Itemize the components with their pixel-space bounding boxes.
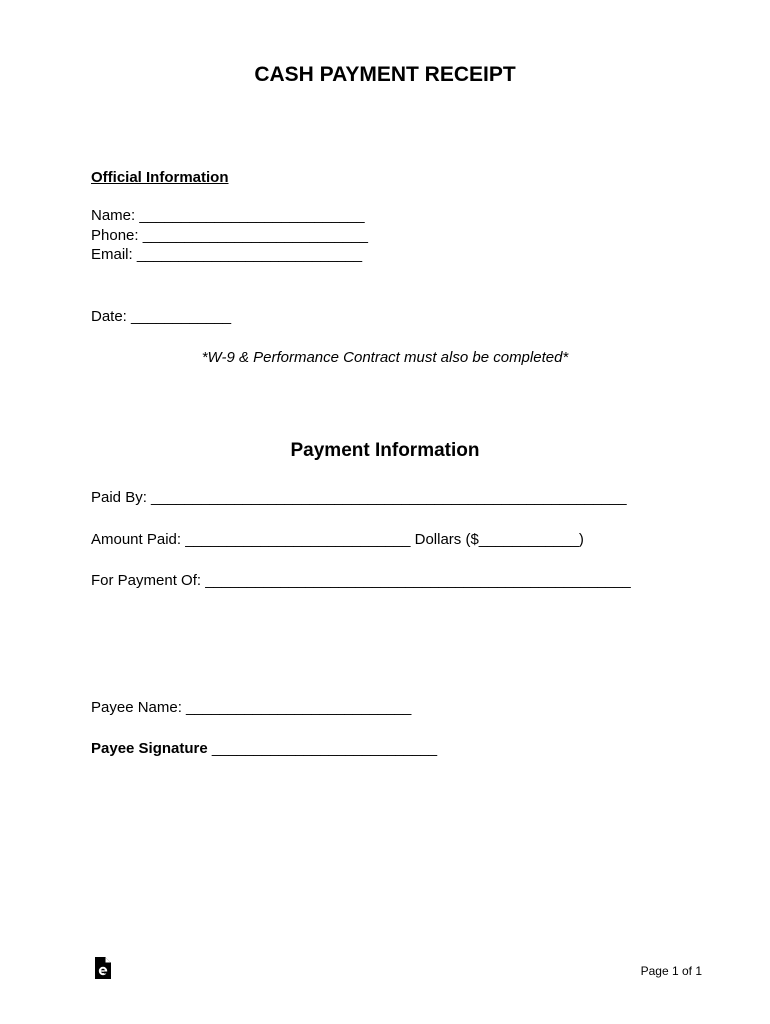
date-field[interactable]: Date: ____________ <box>91 308 232 325</box>
payee-name-field[interactable]: Payee Name: ___________________________ <box>91 699 412 716</box>
for-payment-of-field[interactable]: For Payment Of: ___________________________________________________ <box>91 572 631 589</box>
official-information-heading: Official Information <box>91 169 229 186</box>
w9-note: *W-9 & Performance Contract must also be completed* <box>201 349 569 366</box>
amount-paid-field[interactable]: Amount Paid: ___________________________ Dollars ($____________) <box>91 531 584 548</box>
payee-signature-blank[interactable]: ___________________________ <box>207 740 438 757</box>
document-title: CASH PAYMENT RECEIPT <box>254 63 516 86</box>
payment-information-heading: Payment Information <box>290 440 480 461</box>
name-field[interactable]: Name: ___________________________ <box>91 207 365 224</box>
phone-field[interactable]: Phone: ___________________________ <box>91 227 368 244</box>
paid-by-field[interactable]: Paid By: _________________________________________________________ <box>91 489 627 506</box>
payee-signature-label: Payee Signature <box>91 740 208 757</box>
payee-signature-field[interactable] <box>91 739 437 759</box>
email-field[interactable]: Email: ___________________________ <box>91 246 363 263</box>
document-e-icon <box>94 956 112 980</box>
page-number: Page 1 of 1 <box>640 964 702 978</box>
